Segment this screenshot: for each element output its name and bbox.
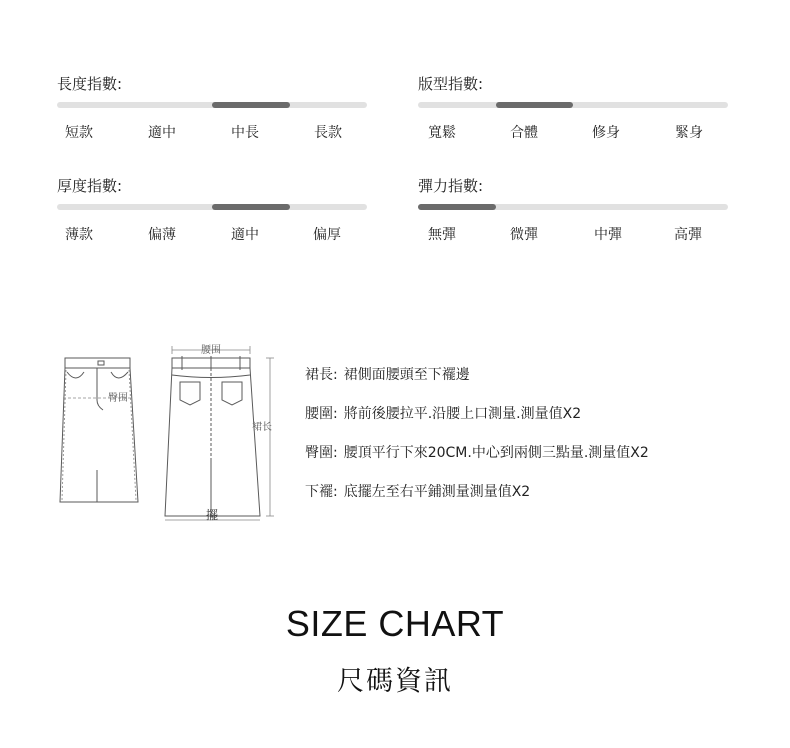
length-option-2: 適中 <box>148 125 176 141</box>
measure-waist-desc: 將前後腰拉平.沿腰上口測量.測量值X2 <box>343 406 582 422</box>
length-index-level <box>212 102 290 108</box>
stretch-option-2: 微彈 <box>510 227 538 243</box>
measure-hem-desc: 底擺左至右平鋪測量測量值X2 <box>343 484 531 500</box>
length-option-3: 中長 <box>231 125 259 141</box>
thickness-index-track <box>57 204 367 210</box>
thickness-option-3: 適中 <box>231 227 259 243</box>
fit-index-title: 版型指數: <box>418 75 484 93</box>
size-chart-title: SIZE CHART <box>285 603 505 644</box>
waist-label: 腰围 <box>201 345 221 356</box>
stretch-index-track <box>418 204 728 210</box>
measure-length-key: 裙長: <box>305 367 338 383</box>
hem-label: 擺 <box>205 508 219 522</box>
stretch-option-1: 無彈 <box>428 227 456 243</box>
thickness-option-2: 偏薄 <box>148 227 176 243</box>
measure-waist <box>305 403 581 423</box>
fit-option-3: 修身 <box>592 125 620 141</box>
measure-hip-key: 臀圍: <box>305 445 338 461</box>
thickness-index-level <box>212 204 290 210</box>
stretch-index-title: 彈力指數: <box>418 177 484 195</box>
measure-hip <box>305 442 649 462</box>
fit-option-2: 合體 <box>510 125 538 141</box>
stretch-option-4: 高彈 <box>674 227 702 243</box>
measure-waist-key: 腰圍: <box>305 406 338 422</box>
fit-option-1: 寬鬆 <box>428 125 456 141</box>
measure-length <box>305 364 470 384</box>
measure-hem <box>305 481 530 501</box>
length-index-track <box>57 102 367 108</box>
measure-hip-desc: 腰頂平行下來20CM.中心到兩側三點量.測量值X2 <box>343 445 649 461</box>
hip-label: 臀围 <box>108 393 128 404</box>
length-label: 裙长 <box>252 422 272 433</box>
skirt-diagram <box>40 330 290 525</box>
measure-hem-key: 下襬: <box>305 484 338 500</box>
measure-length-desc: 裙側面腰頭至下襬邊 <box>343 367 470 383</box>
length-index-title: 長度指數: <box>57 75 123 93</box>
thickness-option-1: 薄款 <box>65 227 93 243</box>
thickness-option-4: 偏厚 <box>313 227 341 243</box>
stretch-option-3: 中彈 <box>594 227 622 243</box>
thickness-index-title: 厚度指數: <box>57 177 123 195</box>
fit-index-track <box>418 102 728 108</box>
skirt-back-drawing <box>165 356 260 516</box>
length-option-1: 短款 <box>65 125 93 141</box>
fit-option-4: 緊身 <box>675 125 703 141</box>
stretch-index-level <box>418 204 496 210</box>
skirt-front-drawing <box>60 358 138 502</box>
size-chart-subtitle: 尺碼資訊 <box>337 666 453 697</box>
length-option-4: 長款 <box>314 125 342 141</box>
fit-index-level <box>496 102 574 108</box>
